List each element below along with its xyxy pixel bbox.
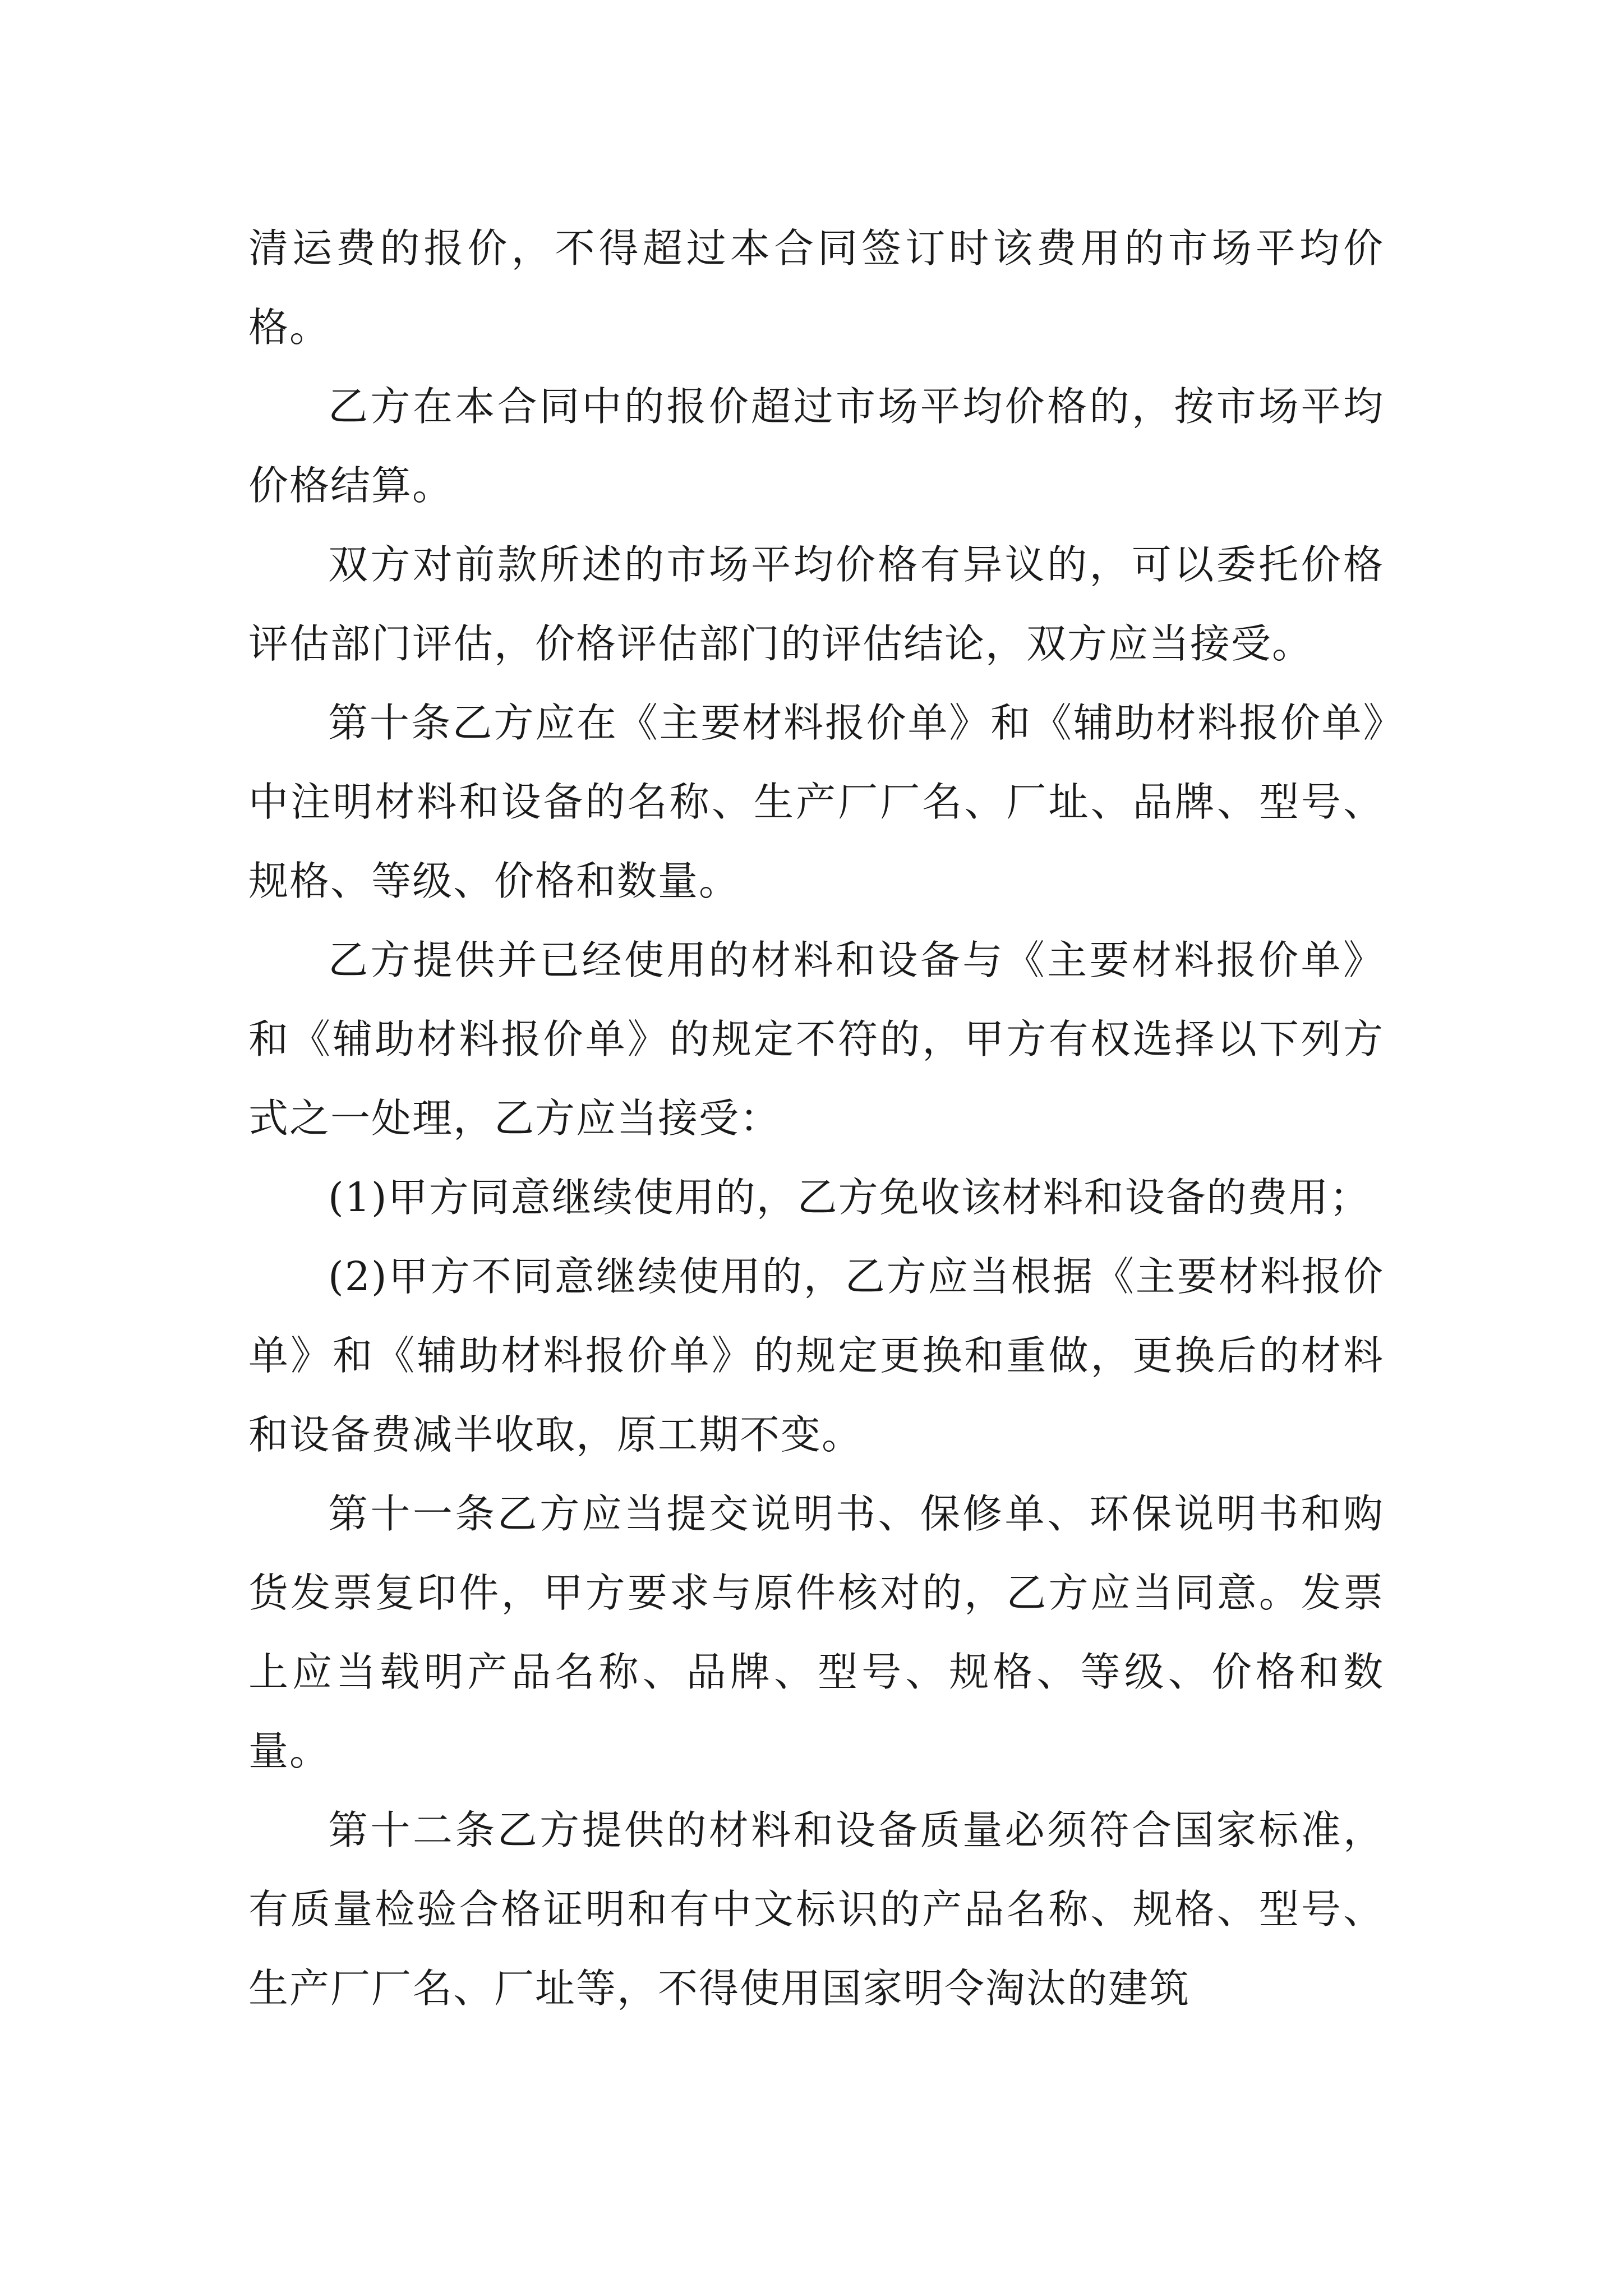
- paragraph-article-11: 第十一条乙方应当提交说明书、保修单、环保说明书和购货发票复印件，甲方要求与原件核对的，乙方应当同意。发票上应当载明产品名称、品牌、型号、规格、等级、价格和数量。: [248, 1490, 1384, 1774]
- paragraph-article-12: 第十二条乙方提供的材料和设备质量必须符合国家标准，有质量检验合格证明和有中文标识的产品名称、规格、型号、生产厂厂名、厂址等，不得使用国家明令淘汰的建筑: [248, 1807, 1384, 2012]
- paragraph-option-2: (2)甲方不同意继续使用的，乙方应当根据《主要材料报价单》和《辅助材料报价单》的规定更换和重做，更换后的材料和设备费减半收取，原工期不变。: [248, 1253, 1384, 1458]
- paragraph-continuation-cleanup-fee: 清运费的报价，不得超过本合同签订时该费用的市场平均价格。: [248, 225, 1384, 351]
- paragraph-option-1: (1)甲方同意继续使用的，乙方免收该材料和设备的费用；: [328, 1174, 1371, 1221]
- paragraph-price-dispute: 双方对前款所述的市场平均价格有异议的，可以委托价格评估部门评估，价格评估部门的评估结论，双方应当接受。: [248, 541, 1384, 667]
- paragraph-nonconforming-materials: 乙方提供并已经使用的材料和设备与《主要材料报价单》和《辅助材料报价单》的规定不符的，甲方有权选择以下列方式之一处理，乙方应当接受：: [248, 937, 1384, 1142]
- paragraph-article-10: 第十条乙方应在《主要材料报价单》和《辅助材料报价单》中注明材料和设备的名称、生产厂厂名、厂址、品牌、型号、规格、等级、价格和数量。: [248, 700, 1384, 904]
- document-body: [248, 209, 1384, 2028]
- paragraph-over-market-price: 乙方在本合同中的报价超过市场平均价格的，按市场平均价格结算。: [248, 383, 1384, 509]
